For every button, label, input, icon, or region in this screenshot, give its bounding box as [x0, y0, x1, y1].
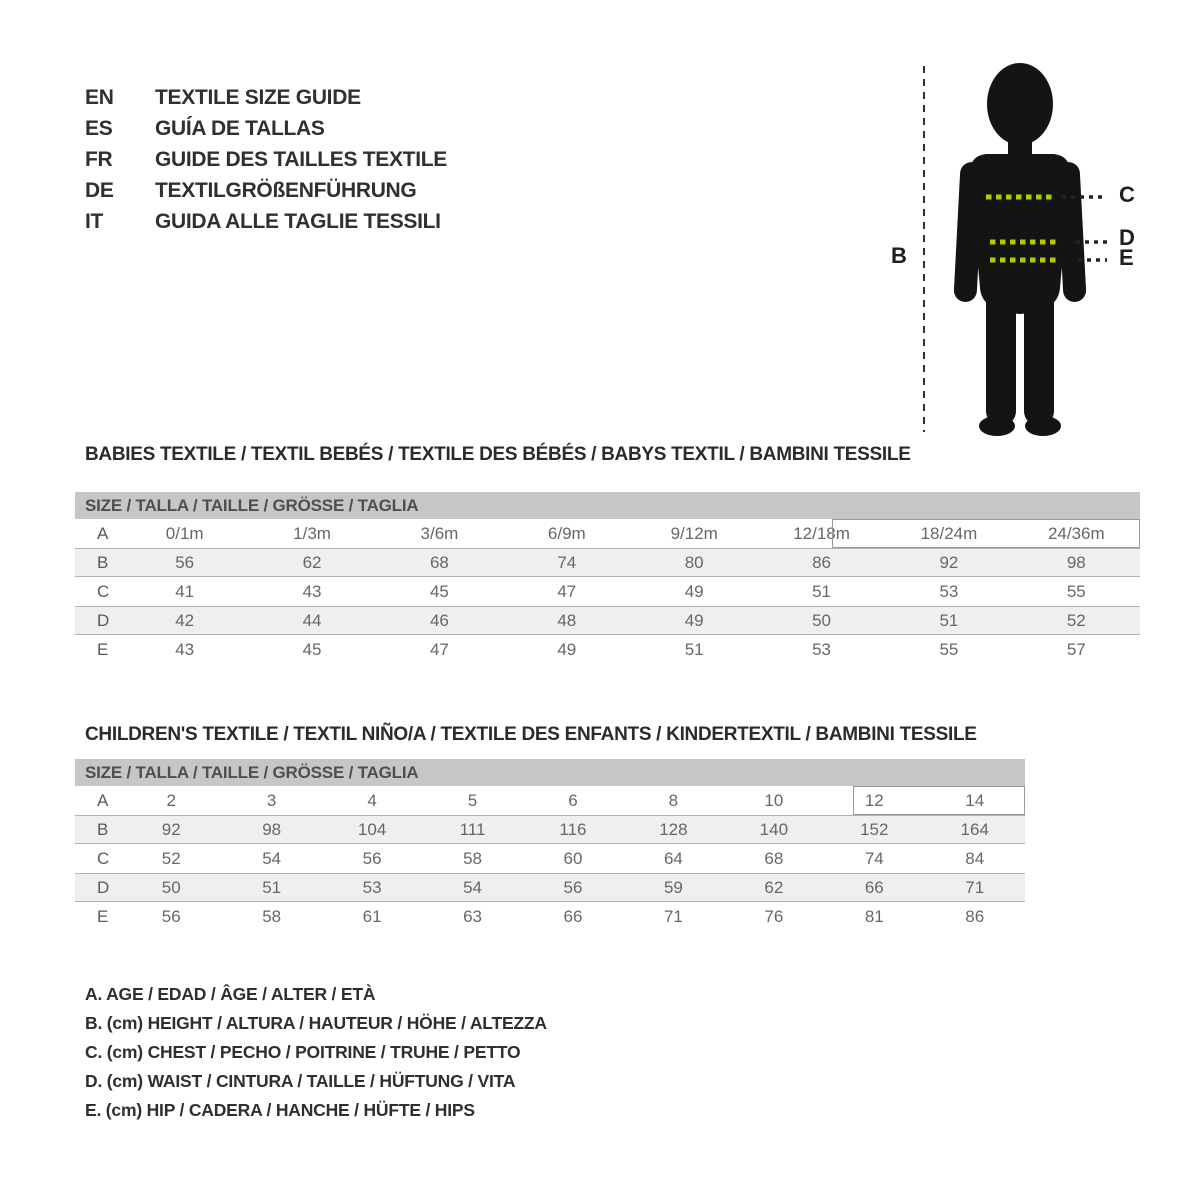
- height-measure-dashed-line: [923, 66, 925, 432]
- size-cell: 71: [663, 907, 683, 926]
- size-cell: 12: [864, 791, 884, 810]
- size-cell: 47: [557, 582, 577, 601]
- size-cell: 64: [663, 849, 683, 868]
- size-cell: 49: [684, 611, 704, 630]
- size-cell: 56: [362, 849, 382, 868]
- size-cell: 44: [302, 611, 322, 630]
- size-cell: 140: [759, 820, 789, 839]
- size-header-bar: SIZE / TALLA / TAILLE / GRÖSSE / TAGLIA: [75, 759, 1025, 786]
- size-cell: 84: [965, 849, 985, 868]
- size-cell: 48: [557, 611, 577, 630]
- size-cell: 116: [559, 820, 587, 839]
- size-cell: 76: [764, 907, 784, 926]
- legend-hip: E. (cm) HIP / CADERA / HANCHE / HÜFTE / HIPS: [85, 1100, 475, 1120]
- babies-size-table: [75, 492, 1140, 664]
- lang-row-en: [85, 82, 447, 113]
- size-cell: 4: [367, 791, 377, 810]
- children-size-table: [75, 759, 1025, 931]
- legend-chest: C. (cm) CHEST / PECHO / POITRINE / TRUHE / PETTO: [85, 1042, 521, 1062]
- size-cell: 45: [429, 582, 449, 601]
- size-cell: 43: [302, 582, 322, 601]
- size-cell: 81: [864, 907, 884, 926]
- size-row-E: [75, 635, 1140, 664]
- size-cell: 53: [362, 878, 382, 897]
- size-cell: 62: [764, 878, 784, 897]
- row-label: A: [97, 791, 109, 810]
- lang-title: GUIDE DES TAILLES TEXTILE: [155, 148, 447, 171]
- size-cell: 128: [659, 820, 688, 839]
- size-cell: 50: [161, 878, 181, 897]
- lang-title: GUIDA ALLE TAGLIE TESSILI: [155, 210, 441, 233]
- row-label: D: [97, 878, 110, 897]
- size-cell: 152: [860, 820, 889, 839]
- size-cell: 98: [1066, 553, 1086, 572]
- size-row-D: [75, 873, 1025, 902]
- legend-waist: D. (cm) WAIST / CINTURA / TAILLE / HÜFTUNG / VITA: [85, 1071, 516, 1091]
- size-cell: 58: [262, 907, 282, 926]
- babies-section-title: BABIES TEXTILE / TEXTIL BEBÉS / TEXTILE DES BÉBÉS / BABYS TEXTIL / BAMBINI TESSILE: [85, 444, 911, 465]
- children-section-title: CHILDREN'S TEXTILE / TEXTIL NIÑO/A / TEXTILE DES ENFANTS / KINDERTEXTIL / BAMBINI TESSILE: [85, 724, 977, 745]
- size-cell: 2: [166, 791, 176, 810]
- figure-label-waist: D: [1119, 225, 1135, 250]
- size-cell: 41: [175, 582, 195, 601]
- legend-age: A. AGE / EDAD / ÂGE / ALTER / ETÀ: [85, 984, 376, 1004]
- size-cell: 56: [175, 553, 195, 572]
- row-label: D: [97, 611, 110, 630]
- size-cell: 3/6m: [420, 524, 459, 543]
- lang-title: TEXTILE SIZE GUIDE: [155, 86, 361, 109]
- size-header-bar: SIZE / TALLA / TAILLE / GRÖSSE / TAGLIA: [75, 492, 1140, 519]
- size-cell: 57: [1066, 640, 1086, 659]
- size-cell: 92: [161, 820, 181, 839]
- size-cell: 9/12m: [670, 524, 718, 543]
- size-cell: 0/1m: [165, 524, 204, 543]
- size-cell: 45: [302, 640, 322, 659]
- size-row-B: [75, 815, 1025, 844]
- row-label: B: [97, 553, 109, 572]
- size-cell: 66: [864, 878, 884, 897]
- lang-title: GUÍA DE TALLAS: [155, 117, 325, 140]
- size-cell: 111: [459, 820, 486, 839]
- size-cell: 51: [939, 611, 959, 630]
- size-cell: 55: [1066, 582, 1086, 601]
- lang-row-de: [85, 175, 447, 206]
- highlighted-size-box: [853, 786, 1025, 815]
- size-cell: 51: [812, 582, 832, 601]
- size-cell: 52: [161, 849, 181, 868]
- measurement-legend: [85, 980, 547, 1125]
- size-cell: 60: [563, 849, 583, 868]
- size-cell: 24/36m: [1047, 524, 1105, 543]
- size-cell: 80: [684, 553, 704, 572]
- lang-code: ES: [85, 117, 113, 140]
- size-cell: 18/24m: [920, 524, 978, 543]
- language-title-list: [85, 82, 447, 237]
- row-label: C: [97, 849, 110, 868]
- size-cell: 74: [864, 849, 884, 868]
- size-cell: 50: [812, 611, 832, 630]
- size-row-E: [75, 902, 1025, 931]
- size-cell: 68: [764, 849, 784, 868]
- child-silhouette: [950, 60, 1110, 440]
- size-cell: 47: [429, 640, 449, 659]
- highlighted-size-box: [832, 519, 1140, 548]
- size-cell: 8: [668, 791, 679, 810]
- figure-label-hip: E: [1119, 245, 1134, 270]
- lang-row-fr: [85, 144, 447, 175]
- lang-row-it: [85, 206, 447, 237]
- lang-code: IT: [85, 210, 104, 233]
- size-cell: 6/9m: [547, 524, 586, 543]
- legend-height: B. (cm) HEIGHT / ALTURA / HAUTEUR / HÖHE / ALTEZZA: [85, 1013, 547, 1033]
- size-cell: 66: [563, 907, 583, 926]
- size-cell: 49: [557, 640, 577, 659]
- size-cell: 56: [563, 878, 583, 897]
- size-cell: 52: [1066, 611, 1086, 630]
- size-row-C: [75, 844, 1025, 873]
- size-cell: 104: [357, 820, 387, 839]
- size-cell: 56: [161, 907, 181, 926]
- size-cell: 54: [463, 878, 482, 897]
- size-row-B: [75, 548, 1140, 577]
- size-cell: 43: [175, 640, 195, 659]
- size-cell: 164: [960, 820, 989, 839]
- size-cell: 42: [175, 611, 195, 630]
- size-cell: 46: [429, 611, 449, 630]
- size-cell: 59: [663, 878, 683, 897]
- size-row-C: [75, 577, 1140, 606]
- row-label: E: [97, 907, 109, 926]
- size-cell: 74: [557, 553, 577, 572]
- row-label: A: [97, 524, 109, 543]
- size-cell: 53: [812, 640, 832, 659]
- size-cell: 86: [965, 907, 985, 926]
- lang-code: DE: [85, 179, 114, 202]
- size-cell: 71: [965, 878, 985, 897]
- lang-title: TEXTILGRÖßENFÜHRUNG: [155, 179, 417, 202]
- size-cell: 49: [684, 582, 704, 601]
- lang-code: FR: [85, 148, 113, 171]
- size-cell: 5: [467, 791, 478, 810]
- size-cell: 98: [262, 820, 282, 839]
- size-cell: 14: [965, 791, 985, 810]
- size-cell: 3: [266, 791, 277, 810]
- figure-label-height: B: [891, 243, 907, 268]
- row-label: E: [97, 640, 109, 659]
- size-cell: 1/3m: [293, 524, 331, 543]
- size-cell: 53: [939, 582, 959, 601]
- size-cell: 63: [463, 907, 482, 926]
- size-cell: 54: [262, 849, 282, 868]
- size-cell: 55: [939, 640, 959, 659]
- size-row-D: [75, 606, 1140, 635]
- figure-label-chest: C: [1119, 182, 1135, 207]
- size-cell: 10: [764, 791, 784, 810]
- size-cell: 86: [812, 553, 832, 572]
- size-cell: 51: [262, 878, 282, 897]
- size-cell: 58: [463, 849, 482, 868]
- size-cell: 6: [568, 791, 578, 810]
- size-cell: 51: [684, 640, 704, 659]
- row-label: B: [97, 820, 109, 839]
- lang-code: EN: [85, 86, 114, 109]
- lang-row-es: [85, 113, 447, 144]
- row-label: C: [97, 582, 110, 601]
- size-cell: 68: [429, 553, 449, 572]
- size-cell: 61: [362, 907, 382, 926]
- size-cell: 62: [302, 553, 322, 572]
- size-cell: 12/18m: [793, 524, 850, 543]
- size-cell: 92: [939, 553, 959, 572]
